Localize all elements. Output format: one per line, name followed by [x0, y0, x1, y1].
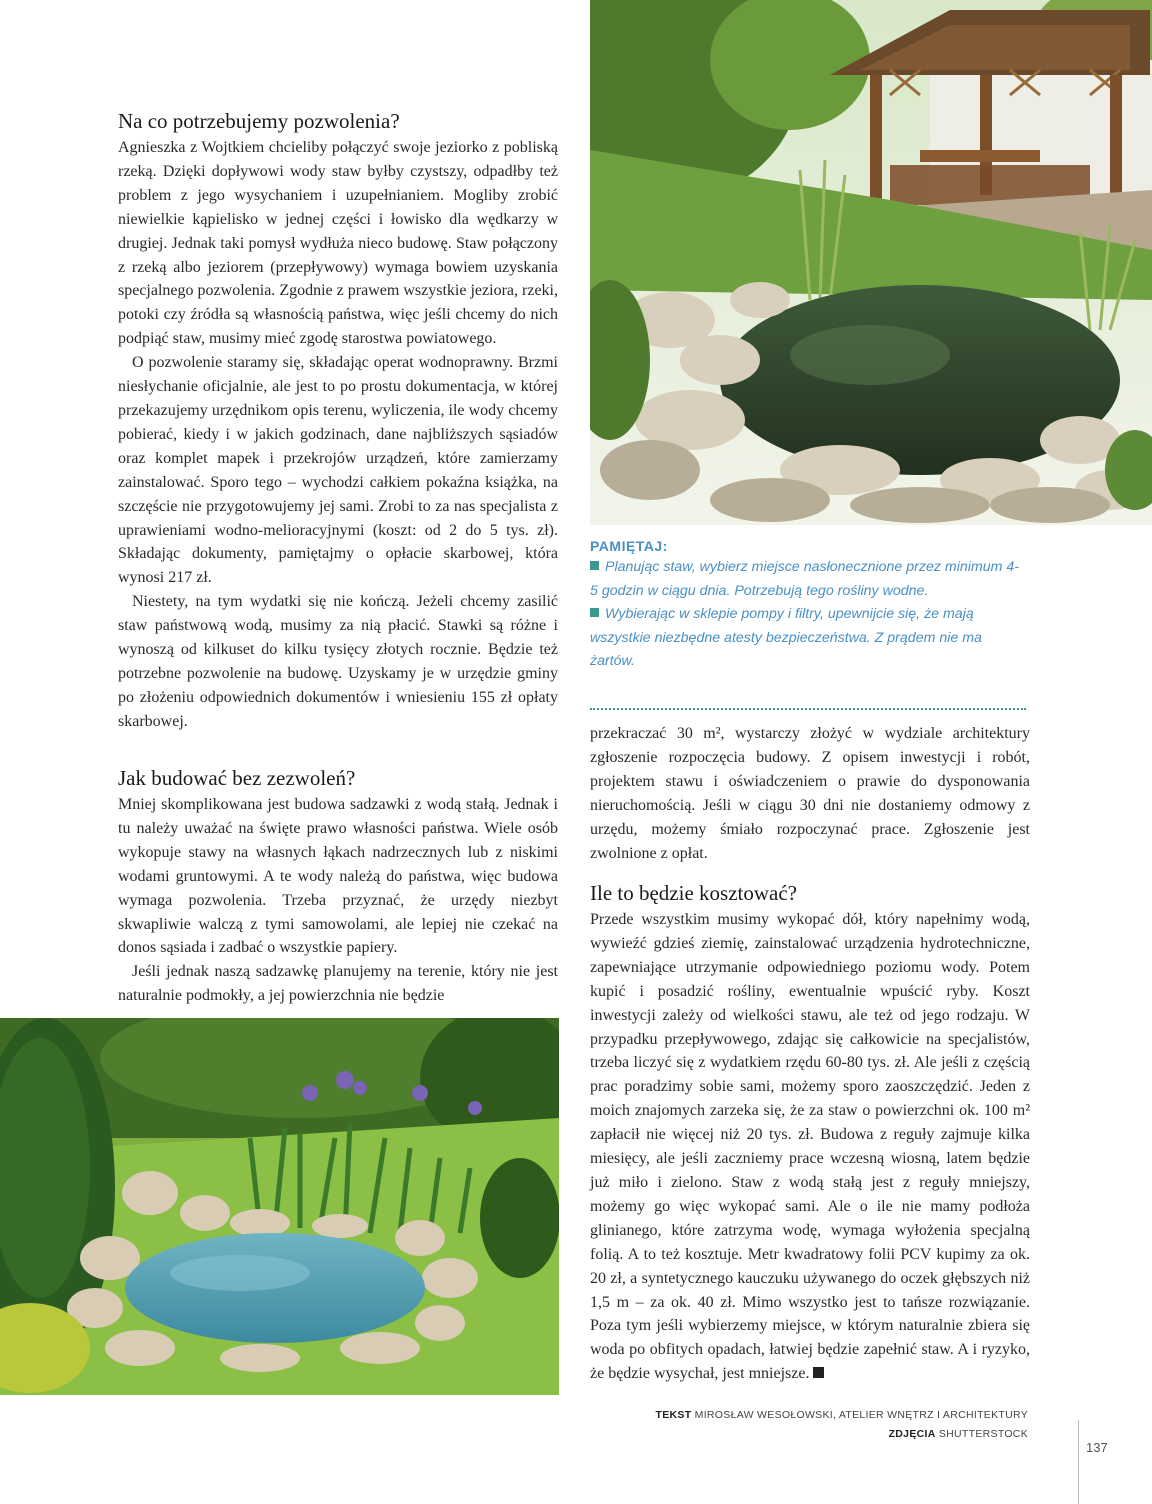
tip-divider [590, 708, 1026, 710]
tip-title: PAMIĘTAJ: [590, 538, 668, 554]
credits-label: ZDJĘCIA [888, 1428, 936, 1440]
paragraph: Niestety, na tym wydatki się nie kończą. Jeżeli chcemy zasilić staw państwową wodą, musimy za nią płacić. Stawki są różne i wynoszą od kilkuset do kilku tysięcy złotych rocznie. Będzie też potrzebne pozwolenie na budowę. Uzyskamy je w urzędzie gminy po złożeniu odpowiednich dokumentów i wniesieniu 155 zł opłaty skarbowej. [118, 593, 558, 730]
paragraph: przekraczać 30 m², wystarczy złożyć w wydziale architektury zgłoszenie rozpoczęcia budowy. Z opisem inwestycji i robót, projektem stawu i oświadczeniem o prawie do dysponowania nieruchomością. Jeśli w ciągu 30 dni nie dostaniemy odmowy z urzędu, możemy śmiało rozpoczynać prace. Zgłoszenie jest zwolnione z opłat. [590, 725, 1030, 862]
credits-value: MIROSŁAW WESOŁOWSKI, ATELIER WNĘTRZ I ARCHITEKTURY [694, 1409, 1028, 1421]
paragraph: Jeśli jednak naszą sadzawkę planujemy na terenie, który nie jest naturalnie podmokły, a jej powierzchnia nie będzie [118, 963, 558, 1005]
section-no-permits [118, 763, 558, 1008]
section-no-permits-continued [590, 722, 1030, 865]
tip-item-text: Planując staw, wybierz miejsce nasłonecznione przez minimum 4-5 godzin w ciągu dnia. Potrzebują tego rośliny wodne. [590, 559, 1019, 599]
tip-item [590, 603, 1026, 674]
page-number: 137 [1086, 1440, 1108, 1455]
section-permits [118, 106, 558, 734]
section-costs [590, 878, 1030, 1386]
credits-text [528, 1409, 1028, 1421]
paragraph: Mniej skomplikowana jest budowa sadzawki z wodą stałą. Jednak i tu należy uważać na święte prawo własności państwa. Wiele osób wykopuje stawy na własnych łąkach nadrzecznych lub z niskimi wodami gruntowymi. A te wody należą do państwa, więc budowa wymaga pozwolenia. Trzeba przyznać, że urzędy niezbyt skwapliwie walczą z tymi samowolami, ale lepiej nie czekać na donos sąsiada i zadbać o wszystkie papiery. [118, 796, 558, 957]
section-heading: Ile to będzie kosztować? [590, 881, 797, 905]
page-number-rule [1078, 1420, 1079, 1504]
photo-pond-gazebo [590, 0, 1152, 525]
credits-label: TEKST [655, 1409, 692, 1421]
tip-item-text: Wybierając w sklepie pompy i filtry, upewnijcie się, że mają wszystkie niezbędne atesty bezpieczeństwa. Z prądem nie ma żartów. [590, 606, 982, 669]
photo-small-pond-irises [0, 1018, 559, 1395]
tip-item [590, 556, 1026, 603]
paragraph [590, 908, 1030, 1386]
section-heading: Na co potrzebujemy pozwolenia? [118, 109, 400, 133]
paragraph: O pozwolenie staramy się, składając operat wodnoprawny. Brzmi niesłychanie oficjalnie, ale jest to po prostu dokumentacja, w której przekazujemy urzędnikom opis terenu, wyliczenia, ile wody chcemy pobierać, kiedy i w jakich godzinach, dane najbliższych sąsiadów oraz komplet mapek i przekrojów urządzeń, które zamierzamy zainstalować. Sporo tego – wychodzi całkiem pokaźna książka, na szczęście nie przygotowujemy jej sami. Zrobi to za nas specjalista z uprawieniami wodno-melioracyjnymi (koszt: od 2 do 5 tys. zł). Składając dokumenty, pamiętajmy o opłacie skarbowej, która wynosi 217 zł. [118, 354, 558, 587]
paragraph: Agnieszka z Wojtkiem chcieliby połączyć swoje jeziorko z pobliską rzeką. Dzięki dopływowi wody staw byłby czystszy, odpadłby też problem z jego wysychaniem i uzupełnianiem. Mogliby zrobić niewielkie kąpielisko w jednej części i łowisko dla wędkarzy w drugiej. Jednak taki pomysł wydłuża nieco budowę. Staw połączony z rzeką albo jeziorem (przepływowy) wymaga bowiem uzyskania specjalnego pozwolenia. Zgodnie z prawem wszystkie jeziora, rzeki, potoki czy źródła są własnością państwa, więc jeśli chcemy do nich podpiąć staw, musimy mieć zgodę starostwa powiatowego. [118, 139, 558, 348]
paragraph-text: Przede wszystkim musimy wykopać dół, który napełnimy wodą, wywieźć gdzieś ziemię, zainstalować urządzenia hydrotechniczne, zapewniające utrzymanie odpowiedniego poziomu wody. Potem kupić i posadzić rośliny, ewentualnie wpuścić ryby. Koszt inwestycji zależy od wielkości stawu, ale też od jego rodzaju. W przypadku przepływowego, zdając się całkowicie na specjalistów, trzeba liczyć się z wydatkiem rzędu 60-80 tys. zł. Ale jeśli z częścią prac poradzimy sobie sami, możemy sporo zaoszczędzić. Jeden z moich znajomych zarzeka się, że za staw o powierzchni ok. 100 m² zapłacił nie więcej niż 20 tys. zł. Budowa z reguły zajmuje kilka miesięcy, ale jeśli zaczniemy prace wczesną wiosną, latem będzie już miło i zielono. Staw z wodą stałą jest z reguły mniejszy, możemy go więc wykopać sami. Ale o ile nie mamy podłoża glinianego, które zatrzyma wodę, wymaga wyłożenia specjalną folią. A to też kosztuje. Metr kwadratowy folii PCV kupimy za ok. 20 zł, a syntetycznego kauczuku używanego do oczek głębszych niż 1,5 m – za ok. 40 zł. Mimo wszystko jest to tańsze rozwiązanie. Poza tym jeśli wybierzemy miejsce, w którym naturalnie zbiera się woda po obfitych opadach, łatwiej będzie zapełnić staw. A i ryzyko, że będzie wysychał, jest mniejsze. [590, 911, 1030, 1383]
tip-box [590, 536, 1026, 674]
section-heading: Jak budować bez zezwoleń? [118, 766, 356, 790]
bullet-square-icon [590, 608, 599, 617]
bullet-square-icon [590, 561, 599, 570]
end-square-icon [813, 1367, 824, 1378]
credits-value: SHUTTERSTOCK [938, 1428, 1028, 1440]
credits-photos [528, 1428, 1028, 1440]
